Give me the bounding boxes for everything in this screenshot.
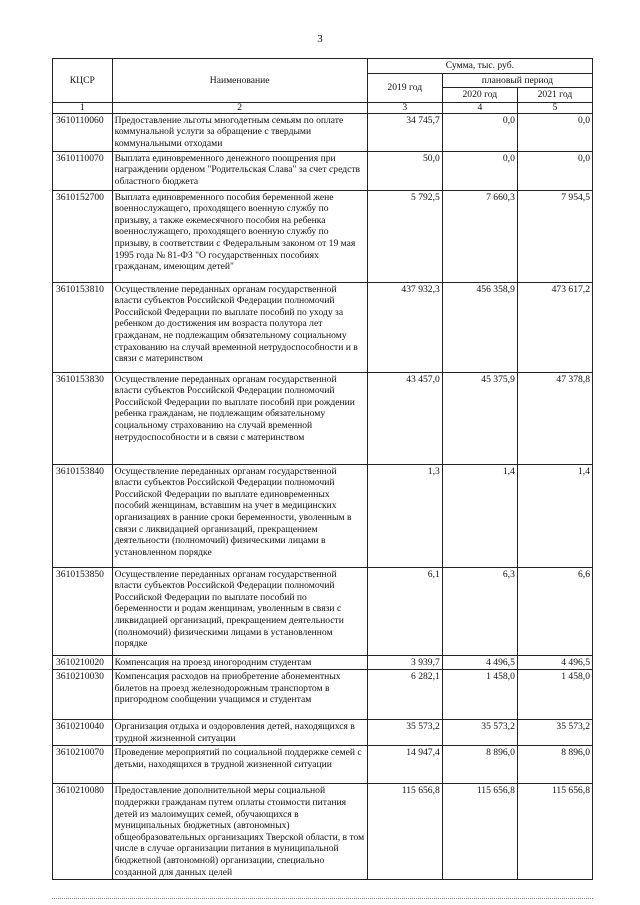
header-2021: 2021 год [517, 88, 592, 103]
value-2020: 8 896,0 [442, 746, 517, 784]
table-row [53, 746, 593, 784]
value-2019: 43 457,0 [367, 372, 442, 464]
row-name: Организация отдыха и оздоровления детей, находящихся в трудной жизненной ситуации [112, 720, 367, 746]
budget-table [52, 58, 593, 880]
row-code: 3610153810 [53, 282, 113, 372]
header-2020: 2020 год [442, 88, 517, 103]
row-code: 3610210030 [53, 670, 113, 720]
table-row [53, 567, 593, 655]
row-code: 3610153850 [53, 567, 113, 655]
table-row [53, 372, 593, 464]
value-2020: 1 458,0 [442, 670, 517, 720]
header-sum: Сумма, тыс. руб. [367, 59, 592, 74]
row-name: Компенсация на проезд иногородним студентам [112, 655, 367, 670]
row-name: Осуществление переданных органам государственной власти субъектов Российской Федерации полномочий Российской Федерации по выплате пособий по уходу за ребенком до достижения им возраста полутора лет гражданам, не подлежащим обязательному социальному страхованию на случай временной нетрудоспособности и в связи с материнством [112, 282, 367, 372]
row-name: Проведение мероприятий по социальной поддержке семей с детьми, находящихся в трудной жизненной ситуации [112, 746, 367, 784]
table-row [53, 784, 593, 880]
row-name: Осуществление переданных органам государственной власти субъектов Российской Федерации полномочий Российской Федерации по выплате единовременных пособий женщинам, вставшим на учет в медицинских организациях в ранние сроки беременности, уволенным в связи с ликвидацией организаций, прекращением деятельности (полномочий) физическими лицами в установленном порядке [112, 464, 367, 567]
row-code: 3610210070 [53, 746, 113, 784]
value-2021: 35 573,2 [517, 720, 592, 746]
value-2019: 3 939,7 [367, 655, 442, 670]
value-2021: 7 954,5 [517, 190, 592, 282]
value-2020: 0,0 [442, 113, 517, 151]
row-code: 3610110070 [53, 151, 113, 190]
value-2020: 1,4 [442, 464, 517, 567]
value-2021: 1,4 [517, 464, 592, 567]
row-name: Осуществление переданных органам государственной власти субъектов Российской Федерации полномочий Российской Федерации по выплате пособий при рождении ребенка гражданам, не подлежащим обязательному социальному страхованию на случай временной нетрудоспособности и в связи с материнством [112, 372, 367, 464]
value-2019: 35 573,2 [367, 720, 442, 746]
index-row [53, 102, 593, 113]
row-name: Выплата единовременного пособия беременной жене военнослужащего, проходящего военную службу по призыву, а также ежемесячного пособия на ребенка военнослужащего, проходящего военную службу по призыву, в соответствии с Федеральным законом от 19 мая 1995 года № 81-ФЗ "О государственных пособиях гражданам, имеющим детей" [112, 190, 367, 282]
value-2019: 6 282,1 [367, 670, 442, 720]
value-2021: 6,6 [517, 567, 592, 655]
value-2020: 35 573,2 [442, 720, 517, 746]
value-2020: 115 656,8 [442, 784, 517, 880]
value-2021: 8 896,0 [517, 746, 592, 784]
value-2020: 45 375,9 [442, 372, 517, 464]
index-cell: 5 [517, 102, 592, 113]
table-row [53, 670, 593, 720]
value-2020: 7 660,3 [442, 190, 517, 282]
row-name: Осуществление переданных органам государственной власти субъектов Российской Федерации полномочий Российской Федерации по выплате пособий по беременности и родам женщинам, уволенным в связи с ликвидацией организаций, прекращением деятельности (полномочий) физическими лицами в установленном порядке [112, 567, 367, 655]
value-2019: 6,1 [367, 567, 442, 655]
table-row [53, 282, 593, 372]
row-name: Выплата единовременного денежного поощрения при награждении орденом "Родительская Слава" за счет средств областного бюджета [112, 151, 367, 190]
value-2021: 473 617,2 [517, 282, 592, 372]
footer-divider [52, 898, 593, 899]
index-cell: 4 [442, 102, 517, 113]
table-row [53, 655, 593, 670]
value-2019: 34 745,7 [367, 113, 442, 151]
value-2019: 14 947,4 [367, 746, 442, 784]
value-2021: 4 496,5 [517, 655, 592, 670]
row-name: Компенсация расходов на приобретение абонементных билетов на проезд железнодорожным транспортом в пригородном сообщении учащимся и студентам [112, 670, 367, 720]
page-number: 3 [317, 33, 323, 45]
row-name: Предоставление льготы многодетным семьям по оплате коммунальной услуги за обращение с твердыми коммунальными отходами [112, 113, 367, 151]
value-2019: 1,3 [367, 464, 442, 567]
row-code: 3610210020 [53, 655, 113, 670]
value-2020: 4 496,5 [442, 655, 517, 670]
row-code: 3610110060 [53, 113, 113, 151]
row-code: 3610210080 [53, 784, 113, 880]
value-2021: 0,0 [517, 151, 592, 190]
row-code: 3610152700 [53, 190, 113, 282]
header-code: КЦСР [53, 59, 113, 103]
value-2020: 6,3 [442, 567, 517, 655]
header-planned-period: плановый период [442, 73, 592, 88]
value-2021: 1 458,0 [517, 670, 592, 720]
header-name: Наименование [112, 59, 367, 103]
value-2020: 456 358,9 [442, 282, 517, 372]
table-row [53, 720, 593, 746]
table-row [53, 190, 593, 282]
value-2019: 437 932,3 [367, 282, 442, 372]
row-code: 3610153830 [53, 372, 113, 464]
table-row [53, 151, 593, 190]
index-cell: 2 [112, 102, 367, 113]
row-name: Предоставление дополнительной меры социальной поддержки гражданам путем оплаты стоимости питания детей из малоимущих семей, обучающихся в муниципальных бюджетных (автономных) общеобразовательных организациях Тверской области, в том числе в случае организации питания в муниципальной бюджетной (автономной) организации, специально созданной для данных целей [112, 784, 367, 880]
value-2020: 0,0 [442, 151, 517, 190]
table-row [53, 464, 593, 567]
value-2019: 50,0 [367, 151, 442, 190]
header-2019: 2019 год [367, 73, 442, 102]
index-cell: 1 [53, 102, 113, 113]
value-2021: 47 378,8 [517, 372, 592, 464]
index-cell: 3 [367, 102, 442, 113]
value-2021: 0,0 [517, 113, 592, 151]
value-2019: 115 656,8 [367, 784, 442, 880]
value-2019: 5 792,5 [367, 190, 442, 282]
row-code: 3610210040 [53, 720, 113, 746]
value-2021: 115 656,8 [517, 784, 592, 880]
row-code: 3610153840 [53, 464, 113, 567]
table-row [53, 113, 593, 151]
